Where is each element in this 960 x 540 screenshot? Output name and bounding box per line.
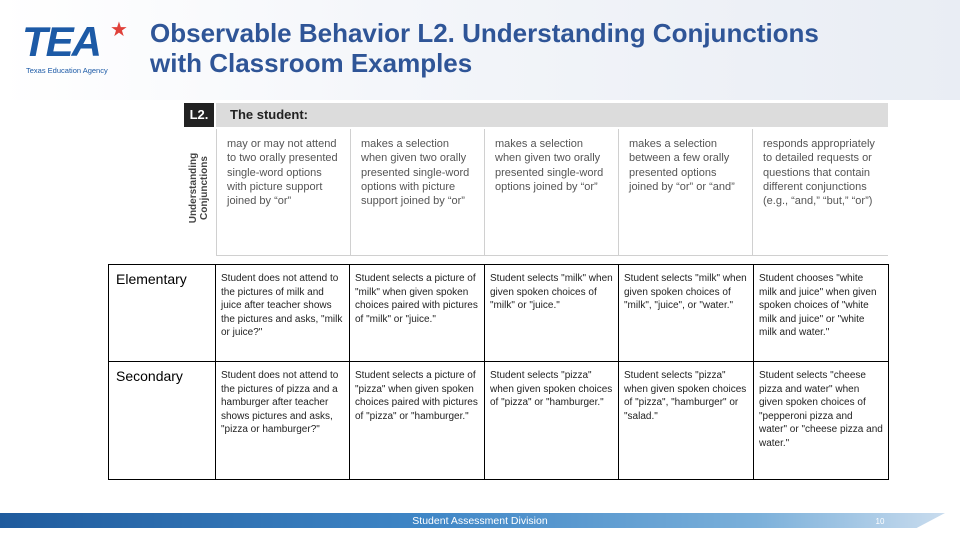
reference-heading: The student: — [216, 103, 888, 127]
table-cell: Student selects "milk" when given spoken choices of "milk", "juice", or "water." — [619, 265, 754, 362]
table-cell: Student chooses "white milk and juice" when given spoken choices of "white milk and juice" or "white milk and water." — [754, 265, 889, 362]
table-row — [109, 265, 889, 362]
table-cell: Student does not attend to the pictures of milk and juice after teacher shows the pictures and asks, "milk or juice?" — [216, 265, 350, 362]
slide-title-line-1: Observable Behavior L2. Understanding Conjunctions — [150, 18, 819, 48]
reference-level-2: makes a selection when given two orally presented single-word options with picture support joined by “or” — [350, 129, 484, 255]
reference-level-4: makes a selection between a few orally presented options joined by “or” or “and” — [618, 129, 752, 255]
row-label-secondary: Secondary — [109, 362, 216, 480]
table-cell: Student selects "pizza" when given spoken choices of "pizza", "hamburger" or "salad." — [619, 362, 754, 480]
table-cell: Student selects "cheese pizza and water" when given spoken choices of "pepperoni pizza and water" or "cheese pizza and water." — [754, 362, 889, 480]
footer-division: Student Assessment Division — [412, 515, 548, 527]
table-cell: Student selects a picture of "milk" when given spoken choices paired with pictures of "milk" or "juice." — [350, 265, 485, 362]
reference-level-5: responds appropriately to detailed requests or questions that contain different conjunctions (e.g., “and,” “but,” “or”) — [752, 129, 888, 255]
table-row — [109, 362, 889, 480]
reference-divider — [216, 255, 888, 256]
reference-category-label: Understanding Conjunctions — [188, 152, 210, 224]
slide-title — [150, 18, 930, 78]
logo-subtitle: Texas Education Agency — [26, 66, 108, 75]
logo-wordmark: TEA — [22, 18, 100, 65]
reference-level-3: makes a selection when given two orally presented single-word options joined by “or” — [484, 129, 618, 255]
examples-table — [108, 264, 889, 480]
reference-rubric — [184, 103, 888, 255]
table-cell: Student selects "milk" when given spoken choices of "milk" or "juice." — [485, 265, 619, 362]
row-label-elementary: Elementary — [109, 265, 216, 362]
slide-title-line-2: with Classroom Examples — [150, 48, 473, 78]
tea-logo — [22, 20, 132, 80]
reference-category — [184, 129, 214, 255]
reference-level-1: may or may not attend to two orally presented single-word options with picture support joined by “or” — [216, 129, 350, 255]
table-cell: Student selects "pizza" when given spoken choices of "pizza" or "hamburger." — [485, 362, 619, 480]
table-cell: Student selects a picture of "pizza" when given spoken choices paired with pictures of "pizza" or "hamburger." — [350, 362, 485, 480]
table-cell: Student does not attend to the pictures of pizza and a hamburger after teacher shows pictures and asks, "pizza or hamburger?" — [216, 362, 350, 480]
reference-code: L2. — [184, 103, 214, 127]
page-number: 10 — [875, 517, 885, 526]
star-icon: ★ — [110, 19, 128, 41]
